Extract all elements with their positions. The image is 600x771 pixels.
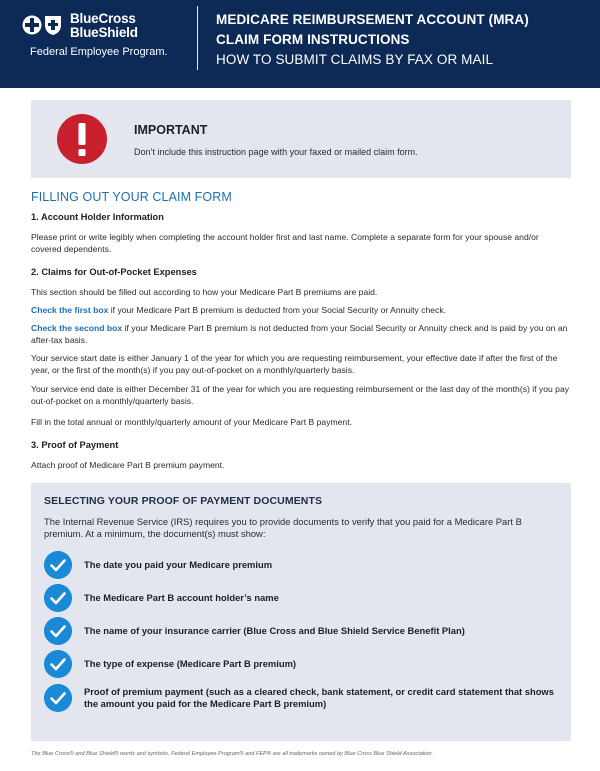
checkmark-icon <box>44 551 72 579</box>
item1-text: Please print or write legibly when completing the account holder first and last name. Complete a separate form for your spouse and/or covered dependents. <box>31 232 539 254</box>
item2-intro: This section should be filled out according to how your Medicare Part B premiums are paid. <box>31 287 378 297</box>
header-divider <box>197 6 198 70</box>
exclamation-icon <box>57 114 107 164</box>
logo-name-line1: BlueCross <box>70 11 136 26</box>
list-item <box>44 584 564 612</box>
trademark-footer: The Blue Cross® and Blue Shield® words and symbols, Federal Employee Program® and FEP® are all trademarks owned by Blue Cross Blue Shield Association. <box>31 751 434 757</box>
list-item <box>44 650 564 678</box>
title-line2: CLAIM FORM INSTRUCTIONS <box>216 32 410 47</box>
proof-intro: The Internal Revenue Service (IRS) requires you to provide documents to verify that you paid for a Medicare Part B premium. At a minimum, the document(s) must show: <box>44 516 522 539</box>
important-text: Don’t include this instruction page with your faxed or mailed claim form. <box>134 147 418 157</box>
first-box-link: Check the first box <box>31 305 109 315</box>
logo-subtitle: Federal Employee Program. <box>30 46 168 58</box>
section-title: FILLING OUT YOUR CLAIM FORM <box>31 190 232 204</box>
end-date-text: Your service end date is either December 31 of the year for which you are requesting reimbursement or the last day of the month(s) if you pay out-of-pocket on a monthly/quarterly basis. <box>31 384 570 406</box>
proof-item-text: The name of your insurance carrier (Blue Cross and Blue Shield Service Benefit Plan) <box>84 625 465 636</box>
second-box-paragraph <box>31 323 571 346</box>
bcbs-fep-logo <box>22 12 182 62</box>
page-header <box>0 0 600 88</box>
document-title <box>216 10 529 70</box>
important-title: IMPORTANT <box>134 123 208 137</box>
item3-text: Attach proof of Medicare Part B premium payment. <box>31 460 225 470</box>
title-line3: HOW TO SUBMIT CLAIMS BY FAX OR MAIL <box>216 52 494 67</box>
item1-heading: 1. Account Holder Information <box>31 212 164 222</box>
list-item <box>44 684 564 712</box>
proof-of-payment-panel <box>31 483 571 741</box>
logo-name-line2: BlueShield <box>70 25 138 40</box>
proof-item-text: The type of expense (Medicare Part B premium) <box>84 658 297 669</box>
logo-wordmark <box>70 12 138 40</box>
proof-item-text: Proof of premium payment (such as a cleared check, bank statement, or credit card statement that shows the amount you paid for the Medicare Part B premium) <box>84 686 554 709</box>
checkmark-icon <box>44 684 72 712</box>
important-notice <box>31 100 571 178</box>
second-box-link: Check the second box <box>31 323 123 333</box>
item2-heading: 2. Claims for Out-of-Pocket Expenses <box>31 267 197 277</box>
first-box-paragraph <box>31 305 571 317</box>
second-box-text: if your Medicare Part B premium is not deducted from your Social Security or Annuity check and is paid by you on an after-tax basis. <box>31 323 568 345</box>
title-line1: MEDICARE REIMBURSEMENT ACCOUNT (MRA) <box>216 12 529 27</box>
proof-item-text: The date you paid your Medicare premium <box>84 559 273 570</box>
list-item <box>44 617 564 645</box>
proof-item-text: The Medicare Part B account holder’s name <box>84 592 279 603</box>
start-date-text: Your service start date is either January 1 of the year for which you are requesting reimbursement, your effective date if after the first of the year, or the first of the month(s) if you pay out-of-pocket on a monthly/quarterly basis. <box>31 353 558 375</box>
fill-total-text: Fill in the total annual or monthly/quarterly amount of your Medicare Part B payment. <box>31 417 352 427</box>
first-box-text: if your Medicare Part B premium is deducted from your Social Security or Annuity check. <box>108 305 447 315</box>
checkmark-icon <box>44 650 72 678</box>
checkmark-icon <box>44 617 72 645</box>
item3-heading: 3. Proof of Payment <box>31 440 119 450</box>
cross-and-shield-icon <box>22 14 66 36</box>
list-item <box>44 551 564 579</box>
checkmark-icon <box>44 584 72 612</box>
proof-title: SELECTING YOUR PROOF OF PAYMENT DOCUMENTS <box>44 495 323 507</box>
